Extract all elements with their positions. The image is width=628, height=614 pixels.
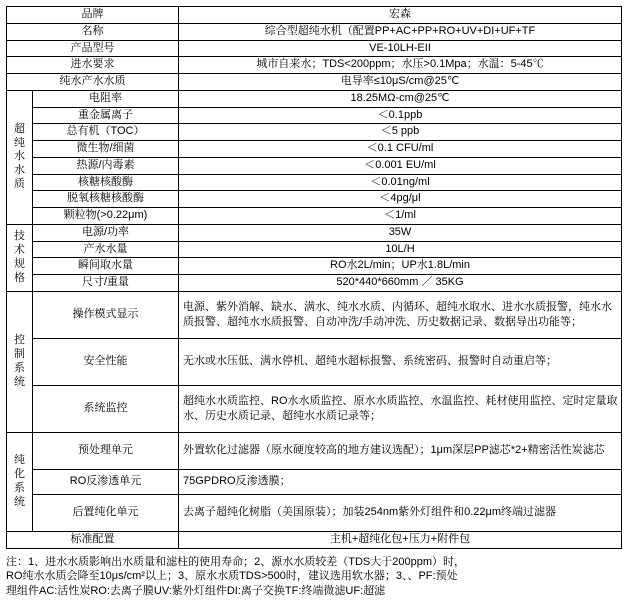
row-label: 重金属离子 <box>33 107 179 124</box>
row-label: 产水水量 <box>33 241 179 258</box>
row-value: 综合型超纯水机（配置PP+AC+PP+RO+UV+DI+UF+TF <box>179 23 622 40</box>
group-label-control-system: 控 制 系 统 <box>7 291 33 432</box>
group-label-technical-spec: 技 术 规 格 <box>7 224 33 291</box>
row-label: 脱氧核糖核酸酶 <box>33 191 179 208</box>
row-label: 核糖核酸酶 <box>33 174 179 191</box>
row-value: 10L/H <box>179 241 622 258</box>
row-label: 微生物/细菌 <box>33 141 179 158</box>
row-value: VE-10LH-EII <box>179 40 622 57</box>
footnote <box>6 555 622 600</box>
row-label: RO反渗透单元 <box>33 469 179 494</box>
table-row <box>7 23 622 40</box>
row-value: 电源、紫外消解、缺水、满水、纯水水质、内循环、超纯水取水、进水水质报警，纯水水质报警、超纯水水质报警、自动冲洗/手动冲洗、历史数据记录、数据导出功能等； <box>179 291 622 338</box>
table-row <box>7 174 622 191</box>
footnote-line-3: 理组件AC:活性炭RO:去离子膜UV:紫外灯组件DI:离子交换TF:终端微滤UF:超滤 <box>6 585 386 598</box>
group-label-purification-system: 纯 化 系 统 <box>7 432 33 531</box>
specification-table <box>6 6 622 549</box>
group-label-water-quality: 超 纯 水 水 质 <box>7 90 33 224</box>
row-value: 外置软化过滤器（原水硬度较高的地方建议选配）；1μm深层PP滤芯*2+精密活性炭滤芯 <box>179 432 622 469</box>
row-label: 操作模式显示 <box>33 291 179 338</box>
table-body <box>7 7 622 549</box>
row-label: 安全性能 <box>33 338 179 385</box>
table-row <box>7 241 622 258</box>
row-label: 名称 <box>7 23 179 40</box>
row-value: 18.25MΩ-cm@25℃ <box>179 90 622 107</box>
table-row <box>7 531 622 548</box>
table-row <box>7 191 622 208</box>
row-label: 后置纯化单元 <box>33 494 179 531</box>
row-label: 电阻率 <box>33 90 179 107</box>
row-value: 电导率≤10μS/cm@25℃ <box>179 74 622 91</box>
row-value: 去离子超纯化树脂（美国原装）；加装254nm紫外灯组件和0.22μm终端过滤器 <box>179 494 622 531</box>
row-value: 520*440*660mm ／ 35KG <box>179 275 622 292</box>
row-label: 预处理单元 <box>33 432 179 469</box>
row-label: 品牌 <box>7 7 179 24</box>
table-row <box>7 74 622 91</box>
table-row <box>7 432 622 469</box>
table-row <box>7 90 622 107</box>
table-row <box>7 385 622 432</box>
row-value: 超纯水水质监控、RO水水质监控、原水水质监控、水温监控、耗材使用监控、定时定量取水、历史水质记录、超纯水水质记录等； <box>179 385 622 432</box>
footnote-line-2: RO纯水水质会降至10μs/cm²以上；3、原水水质TDS>500时，建议选用软水器；3、、PF:预处 <box>6 570 458 583</box>
table-row <box>7 157 622 174</box>
row-label: 热源/内毒素 <box>33 157 179 174</box>
table-row <box>7 291 622 338</box>
table-row <box>7 57 622 74</box>
row-value: 主机+超纯化包+压力+附件包 <box>179 531 622 548</box>
table-row <box>7 141 622 158</box>
row-label: 尺寸/重量 <box>33 275 179 292</box>
table-row <box>7 124 622 141</box>
table-row <box>7 40 622 57</box>
table-row <box>7 275 622 292</box>
row-value: 75GPDRO反渗透膜； <box>179 469 622 494</box>
row-label: 产品型号 <box>7 40 179 57</box>
row-value: ＜0.1ppb <box>179 107 622 124</box>
row-label: 标准配置 <box>7 531 179 548</box>
row-value: ＜0.1 CFU/ml <box>179 141 622 158</box>
row-label: 颗粒物(>0.22μm) <box>33 208 179 225</box>
row-value: 宏森 <box>179 7 622 24</box>
row-label: 进水要求 <box>7 57 179 74</box>
row-value: 无水或水压低、满水停机、超纯水超标报警、系统密码、报警时自动重启等； <box>179 338 622 385</box>
row-value: ＜0.01ng/ml <box>179 174 622 191</box>
table-row <box>7 258 622 275</box>
row-label: 电源/功率 <box>33 224 179 241</box>
table-row <box>7 469 622 494</box>
row-label: 纯水产水水质 <box>7 74 179 91</box>
table-row <box>7 494 622 531</box>
table-row <box>7 7 622 24</box>
table-row <box>7 107 622 124</box>
table-row <box>7 338 622 385</box>
row-value: RO水2L/min；UP水1.8L/min <box>179 258 622 275</box>
row-value: ＜1/ml <box>179 208 622 225</box>
row-value: ＜4pg/μl <box>179 191 622 208</box>
table-row <box>7 224 622 241</box>
row-label: 系统监控 <box>33 385 179 432</box>
row-value: 35W <box>179 224 622 241</box>
row-label: 瞬间取水量 <box>33 258 179 275</box>
row-value: ＜0.001 EU/ml <box>179 157 622 174</box>
row-value: ＜5 ppb <box>179 124 622 141</box>
footnote-line-1: 注：1、进水水质影响出水质量和滤柱的使用寿命；2、源水水质较差（TDS大于200ppm）时， <box>6 555 465 568</box>
table-row <box>7 208 622 225</box>
row-value: 城市自来水；TDS<200ppm；水压>0.1Mpa；水温：5-45℃ <box>179 57 622 74</box>
row-label: 总有机（TOC） <box>33 124 179 141</box>
